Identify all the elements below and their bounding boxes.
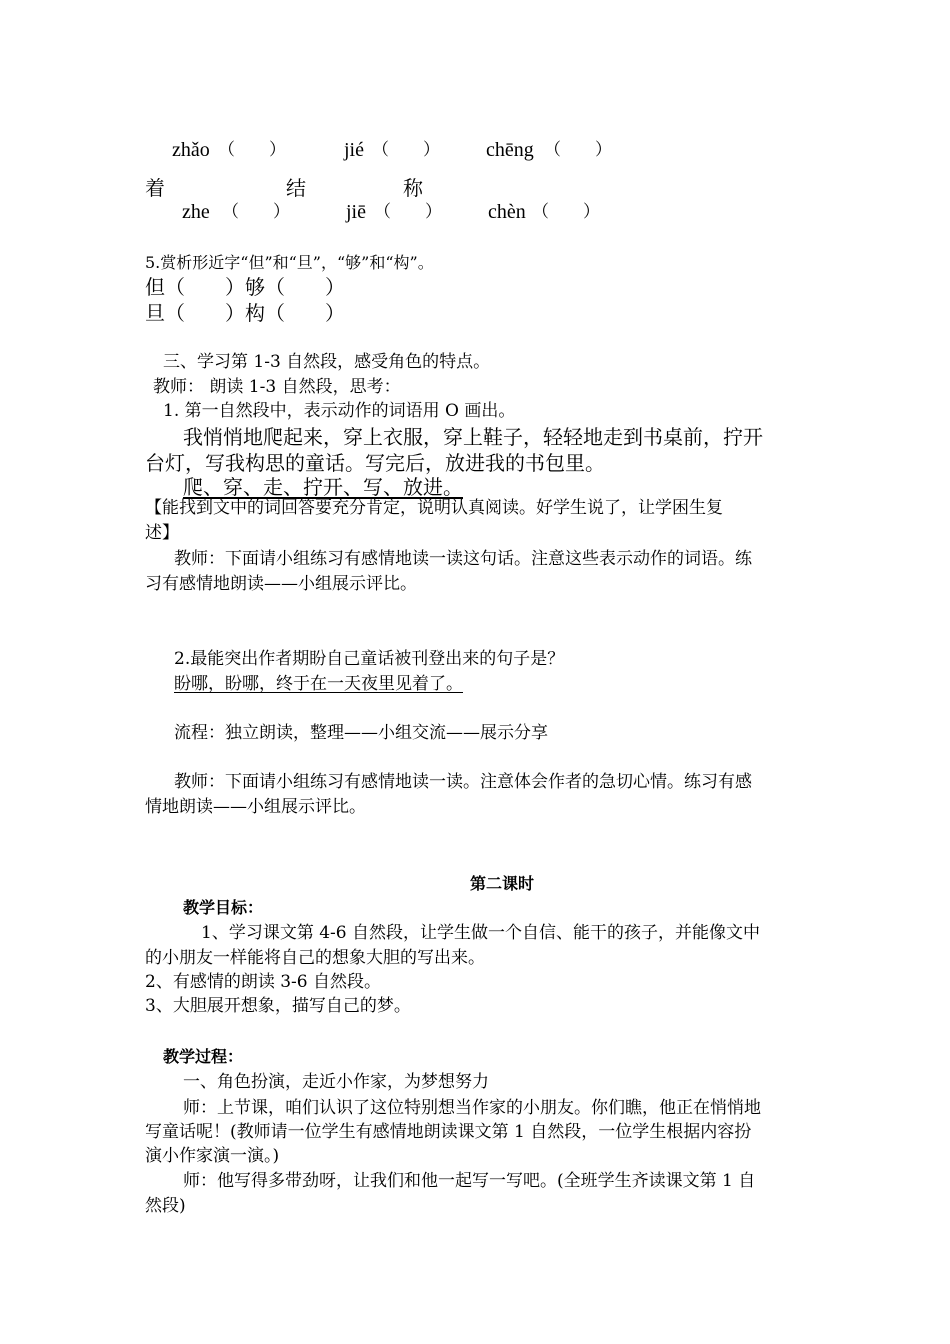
lesson-2-title: 第二课时 <box>470 874 535 893</box>
goal-1b: 的小朋友一样能将自己的想象大胆的写出来。 <box>145 948 485 968</box>
passage-line-1: 我悄悄地爬起来，穿上衣服，穿上鞋子，轻轻地走到书桌前，拧开 <box>183 425 763 449</box>
question-1: 1. 第一自然段中，表示动作的词语用 O 画出。 <box>163 401 516 421</box>
question-2: 2.最能突出作者期盼自己童话被刊登出来的句子是？ <box>174 649 565 669</box>
paragraph-1c: 演小作家演一演。) <box>145 1146 280 1166</box>
teacher-instruction-1a: 教师：下面请小组练习有感情地读一读这句话。注意这些表示动作的词语。练 <box>174 549 752 569</box>
paragraph-2b: 然段) <box>145 1196 186 1216</box>
pinyin-cheng: chēng <box>486 139 534 161</box>
teacher-instruction-2b: 情地朗读——小组展示评比。 <box>145 797 366 817</box>
pinyin-paren: （ ） <box>532 202 600 222</box>
answer-2: 盼哪，盼哪，终于在一天夜里见着了。 <box>174 674 463 694</box>
goal-3: 3、大胆展开想象，描写自己的梦。 <box>145 996 411 1016</box>
paragraph-1b: 写童话呢！(教师请一位学生有感情地朗读课文第 1 自然段，一位学生根据内容扮 <box>145 1122 752 1142</box>
teacher-line: 教师： 朗读 1-3 自然段，思考： <box>153 377 401 397</box>
verbs-answer: 爬、穿、走、拧开、写、放进。 <box>183 475 463 499</box>
char-cheng: 称 <box>403 176 423 200</box>
pinyin-chen: chèn <box>488 201 526 223</box>
pinyin-zhe: zhe <box>182 201 210 223</box>
pinyin-jie: jié <box>344 139 364 161</box>
char-zhe: 着 <box>145 176 165 200</box>
flow-line: 流程：独立朗读，整理——小组交流——展示分享 <box>174 723 548 743</box>
pinyin-zhao: zhǎo <box>172 139 210 161</box>
char-jie: 结 <box>286 176 306 200</box>
pinyin-paren: （ ） <box>218 140 286 160</box>
goal-1a: 1、学习课文第 4-6 自然段，让学生做一个自信、能干的孩子，并能像文中 <box>201 923 760 943</box>
paragraph-2a: 师：他写得多带劲呀，让我们和他一起写一写吧。(全班学生齐读课文第 1 自 <box>183 1171 756 1191</box>
pinyin-paren: （ ） <box>372 140 440 160</box>
process-heading: 教学过程： <box>163 1047 244 1066</box>
pinyin-paren: （ ） <box>544 140 612 160</box>
goal-2: 2、有感情的朗读 3-6 自然段。 <box>145 972 381 992</box>
q5-line-1: 但（ ）够（ ） <box>145 275 345 299</box>
q5-line-2: 旦（ ）构（ ） <box>145 301 345 325</box>
section-3-heading: 三、学习第 1-3 自然段，感受角色的特点。 <box>163 352 491 372</box>
teacher-instruction-2a: 教师：下面请小组练习有感情地读一读。注意体会作者的急切心情。练习有感 <box>174 772 752 792</box>
q5-title: 5.赏析形近字“但”和“旦”，“够”和“构”。 <box>145 253 434 272</box>
pinyin-paren: （ ） <box>374 202 442 222</box>
goals-heading: 教学目标： <box>183 898 264 917</box>
note-line-2: 述】 <box>145 523 179 543</box>
passage-line-2: 台灯，写我构思的童话。写完后，放进我的书包里。 <box>145 451 605 475</box>
pinyin-paren: （ ） <box>222 202 290 222</box>
paragraph-1a: 师：上节课，咱们认识了这位特别想当作家的小朋友。你们瞧，他正在悄悄地 <box>183 1098 761 1118</box>
step-1: 一、角色扮演，走近小作家，为梦想努力 <box>183 1072 489 1092</box>
teacher-instruction-1b: 习有感情地朗读——小组展示评比。 <box>145 574 417 594</box>
pinyin-jie-1: jiē <box>346 201 366 223</box>
note-line-1: 【能找到文中的词回答要充分肯定，说明认真阅读。好学生说了，让学困生复 <box>145 498 723 518</box>
